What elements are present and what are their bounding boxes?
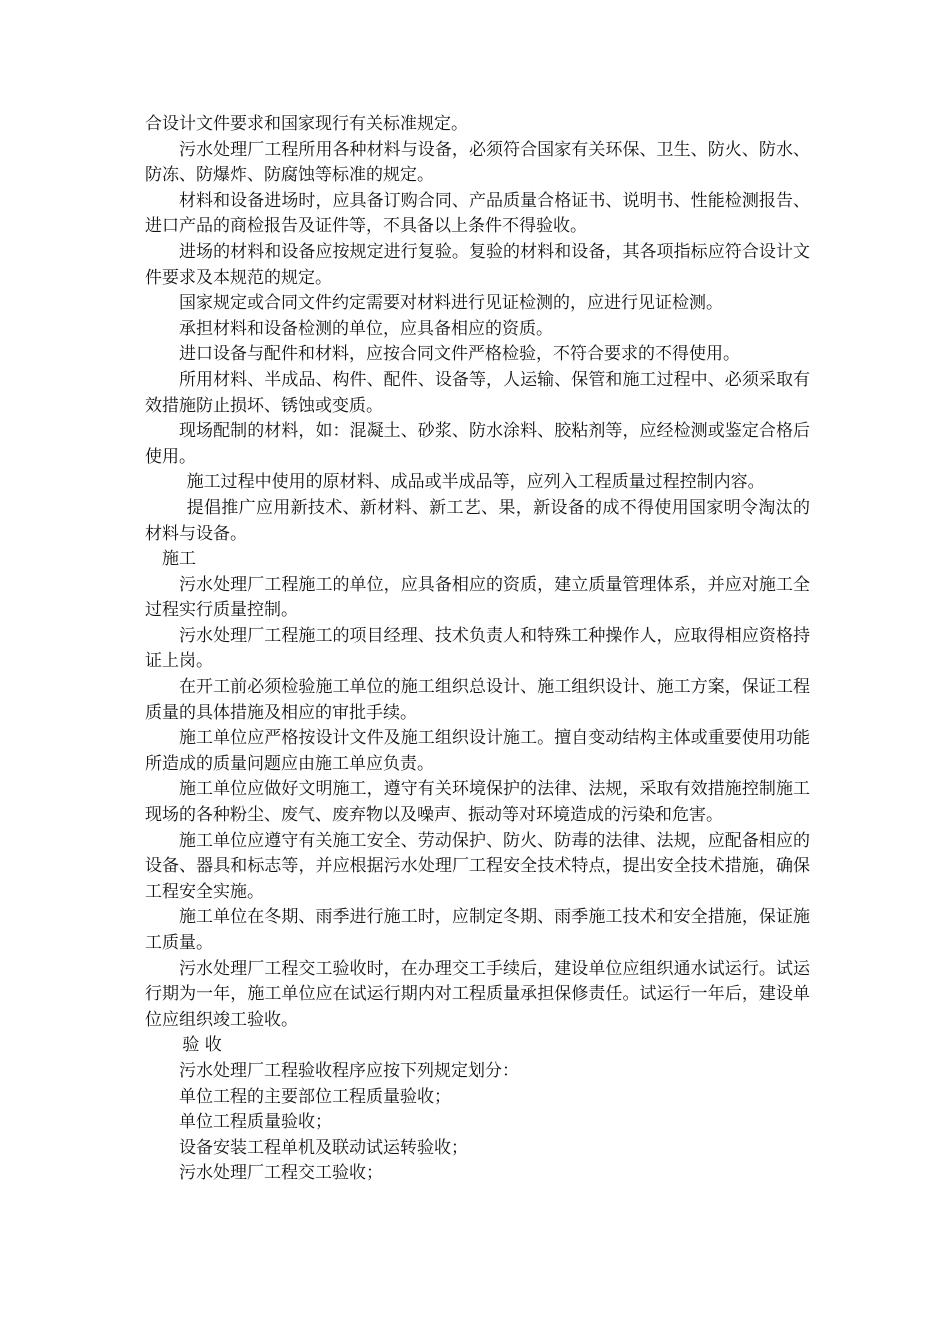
paragraph: 进场的材料和设备应按规定进行复验。复验的材料和设备，其各项指标应符合设计文件要求及本规范的规定。 <box>145 241 810 288</box>
paragraph: 污水处理厂工程施工的单位，应具备相应的资质，建立质量管理体系，并应对施工全过程实行质量控制。 <box>145 574 810 621</box>
paragraph: 污水处理厂工程施工的项目经理、技术负责人和特殊工种操作人，应取得相应资格持证上岗。 <box>145 625 810 672</box>
paragraph: 提倡推广应用新技术、新材料、新工艺、果，新设备的成不得使用国家明令淘汰的材料与设备。 <box>145 497 810 544</box>
paragraph: 所用材料、半成品、构件、配件、设备等，人运输、保管和施工过程中、必须采取有效措施防止损坏、锈蚀或变质。 <box>145 369 810 416</box>
paragraph: 施工单位应遵守有关施工安全、劳动保护、防火、防毒的法律、法规，应配备相应的设备、器具和标志等，并应根据污水处理厂工程安全技术特点，提出安全技术措施，确保工程安全实施。 <box>145 830 810 902</box>
paragraph: 施工过程中使用的原材料、成品或半成品等，应列入工程质量过程控制内容。 <box>186 472 765 493</box>
paragraph: 合设计文件要求和国家现行有关标准规定。 <box>145 114 468 134</box>
paragraph: 国家规定或合同文件约定需要对材料进行见证检测的，应进行见证检测。 <box>179 293 723 314</box>
section-heading-construction: 施工 <box>162 549 196 570</box>
list-item: 单位工程的主要部位工程质量验收； <box>179 1086 451 1107</box>
paragraph: 污水处理厂工程所用各种材料与设备，必须符合国家有关环保、卫生、防火、防水、防冻、防爆炸、防腐蚀等标准的规定。 <box>145 139 810 186</box>
document-body <box>145 112 810 1187</box>
paragraph: 现场配制的材料，如：混凝土、砂浆、防水涂料、胶粘剂等，应经检测或鉴定合格后使用。 <box>145 421 810 467</box>
list-item: 污水处理厂工程交工验收； <box>179 1163 383 1184</box>
paragraph: 施工单位应严格按设计文件及施工组织设计施工。擅自变动结构主体或重要使用功能所造成的质量问题应由施工单应负责。 <box>145 728 810 774</box>
paragraph: 污水处理厂工程验收程序应按下列规定划分： <box>179 1060 519 1081</box>
paragraph: 施工单位应做好文明施工，遵守有关环境保护的法律、法规，采取有效措施控制施工现场的各种粉尘、废气、废弃物以及噪声、振动等对环境造成的污染和危害。 <box>145 779 810 826</box>
section-heading-acceptance: 验 收 <box>182 1035 222 1056</box>
paragraph: 在开工前必须检验施工单位的施工组织总设计、施工组织设计、施工方案，保证工程质量的具体措施及相应的审批手续。 <box>145 677 810 723</box>
list-item: 设备安装工程单机及联动试运转验收； <box>179 1137 468 1158</box>
paragraph: 污水处理厂工程交工验收时，在办理交工手续后，建设单位应组织通水试运行。试运行期为一年，施工单位应在试运行期内对工程质量承担保修责任。试运行一年后，建设单位应组织竣工验收。 <box>145 958 810 1030</box>
paragraph: 承担材料和设备检测的单位，应具备相应的资质。 <box>179 318 553 339</box>
paragraph: 施工单位在冬期、雨季进行施工时，应制定冬期、雨季施工技术和安全措施，保证施工质量。 <box>145 907 810 953</box>
list-item: 单位工程质量验收； <box>179 1112 332 1133</box>
paragraph: 材料和设备进场时，应具备订购合同、产品质量合格证书、说明书、性能检测报告、进口产品的商检报告及证件等，不具备以上条件不得验收。 <box>145 190 810 237</box>
paragraph: 进口设备与配件和材料，应按合同文件严格检验，不符合要求的不得使用。 <box>179 344 740 365</box>
